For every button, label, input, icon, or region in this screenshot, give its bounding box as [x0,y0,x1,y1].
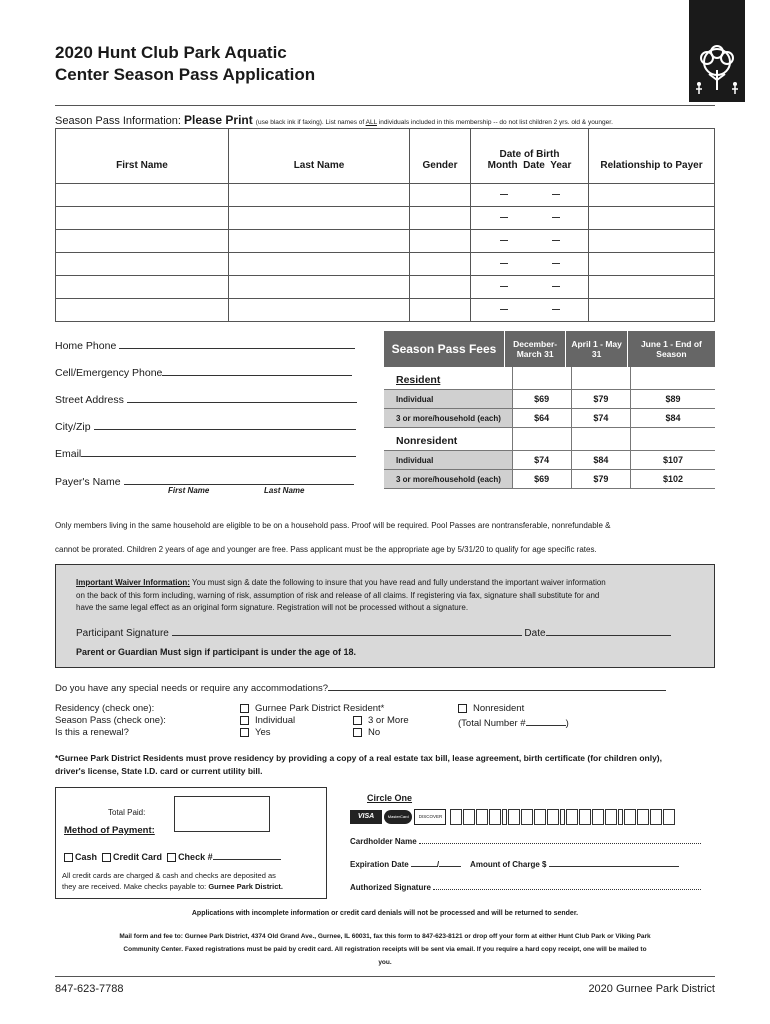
table-row [56,299,715,322]
payment-options [64,849,281,862]
fees-row: Individual $74 $84 $107 [384,451,715,470]
method-of-payment: Method of Payment: [64,825,155,836]
col-first-name: First Name [56,129,229,184]
card-number-boxes[interactable] [449,812,675,821]
city-zip-field[interactable]: City/Zip [55,419,356,433]
payer-last-label: Last Name [264,486,305,495]
nonresident-checkbox[interactable]: Nonresident [458,703,569,715]
col-last-name: Last Name [229,129,410,184]
please-print: Please Print [184,113,253,127]
table-row [56,276,715,299]
expiration-amount-row[interactable]: Expiration Date / Amount of Charge $ [350,856,715,869]
cell-phone-field[interactable]: Cell/Emergency Phone [55,365,352,379]
tree-logo-icon [689,0,745,102]
credit-card-area [350,793,715,892]
total-paid-label: Total Paid: [108,808,146,817]
footer-org: 2020 Gurnee Park District [588,983,715,995]
payers-name-field[interactable]: Payer's Name [55,474,354,488]
visa-icon[interactable]: VISA [350,810,382,824]
mastercard-icon[interactable]: MasterCard [384,810,412,824]
no-checkbox[interactable]: No [353,727,409,739]
credit-card-checkbox[interactable]: Credit Card [102,852,162,862]
fees-resident-group: Resident [384,367,715,390]
table-row [56,184,715,207]
payer-first-label: First Name [168,486,210,495]
footer-divider [55,976,715,977]
check-checkbox[interactable]: Check # [167,852,281,862]
cardholder-name-field[interactable]: Cardholder Name [350,833,715,846]
title-line-2: Center Season Pass Application [55,65,316,84]
fees-col-april: April 1 - May 31 [565,331,626,367]
mail-instructions: Mail form and fee to: Gurnee Park District, 4374 Old Grand Ave., Gurnee, IL 60031, fax this form to 847-623-8121 or drop off your form at either Hunt Club Park or Viking Park Community Center. Faxed registrations must be paid by credit card. All registration receipts will be sent via email. If you require a hard copy receipt, one will be mailed to you. [119,933,651,966]
fees-row: 3 or more/household (each) $64 $74 $84 [384,409,715,428]
fees-title: Season Pass Fees [391,342,497,356]
col-relationship: Relationship to Payer [589,129,715,184]
home-phone-field[interactable]: Home Phone [55,338,355,352]
cash-checkbox[interactable]: Cash [64,852,97,862]
members-table [55,128,715,322]
waiver-box: Important Waiver Information: You must sign & date the following to insure that you have read and fully understand the important waiver information on the back of this form including, warning of risk, assumption of risk and release of all claims. If registering via fax, signature shall substitute for and have the same legal effect as an original form signature. Registration will not be processed without a signature. Participant Signature Date Parent or Guardian Must sign if participant is under the age of 18. [55,564,715,668]
info-note: (use black ink if faxing). List names of ALL individuals included in this membership -- do not list children 2 yrs. old & younger. [255,119,613,126]
circle-one-label: Circle One [367,793,413,803]
eligibility-note: Only members living in the same household are eligible to be on a household pass. Proof will be required. Pool Passes are nontransferable, nonrefundable & cannot be prorated. Children 2 years of age and younger are free. Pass applicant must be the appropriate age by 5/31/20 to qualify for age specific rates. [55,521,611,554]
question-options-mid [353,715,409,739]
total-number-field[interactable]: (Total Number # ) [458,715,569,730]
title-line-1: 2020 Hunt Club Park Aquatic [55,43,287,62]
discover-icon[interactable]: DISCOVER [414,809,446,825]
payment-box [55,787,327,899]
special-needs-field[interactable]: Do you have any special needs or require any accommodations? [55,680,666,694]
participant-signature-field[interactable]: Participant Signature Date [76,625,698,641]
fees-row: 3 or more/household (each) $69 $79 $102 [384,470,715,489]
table-row [56,253,715,276]
incomplete-notice: Applications with incomplete information or credit card denials will not be processed and will be returned to sender. [191,910,579,917]
authorized-signature-field[interactable]: Authorized Signature [350,879,715,892]
footer-phone: 847-623-7788 [55,983,124,995]
fees-col-december: December-March 31 [504,331,565,367]
info-label: Season Pass Information: [55,115,181,127]
fees-row: Individual $69 $79 $89 [384,390,715,409]
col-gender: Gender [410,129,471,184]
email-field[interactable]: Email [55,446,356,460]
payment-note: All credit cards are charged & cash and checks are deposited as they are received. Make checks payable to: Gurnee Park District. [62,871,283,891]
fees-col-june: June 1 - End of Season [627,331,715,367]
street-address-field[interactable]: Street Address [55,392,357,406]
fees-header [384,331,715,367]
season-pass-fees-table [384,331,715,489]
total-paid-input[interactable] [174,796,270,832]
page-title [55,42,315,86]
guardian-note: Parent or Guardian Must sign if participant is under the age of 18. [76,647,357,657]
table-row [56,230,715,253]
residency-note: *Gurnee Park District Residents must prove residency by providing a copy of a real estate tax bill, lease agreement, birth certificate (for children only), driver's license, State I.D. card or current utility bill. [55,753,662,776]
question-options-right [458,703,569,730]
col-dob: Date of Birth Month Date Year [471,129,589,184]
three-or-more-checkbox[interactable]: 3 or More [353,715,409,727]
card-logos-row [350,809,715,825]
question-labels: Residency (check one): Season Pass (check one): Is this a renewal? [55,703,166,738]
fees-nonresident-group: Nonresident [384,428,715,451]
header-divider [55,105,715,106]
season-pass-info [55,113,613,127]
yes-checkbox[interactable]: Yes [240,727,384,739]
gpd-resident-checkbox[interactable]: Gurnee Park District Resident* [240,703,384,715]
individual-checkbox[interactable]: Individual [240,715,384,727]
table-row [56,207,715,230]
